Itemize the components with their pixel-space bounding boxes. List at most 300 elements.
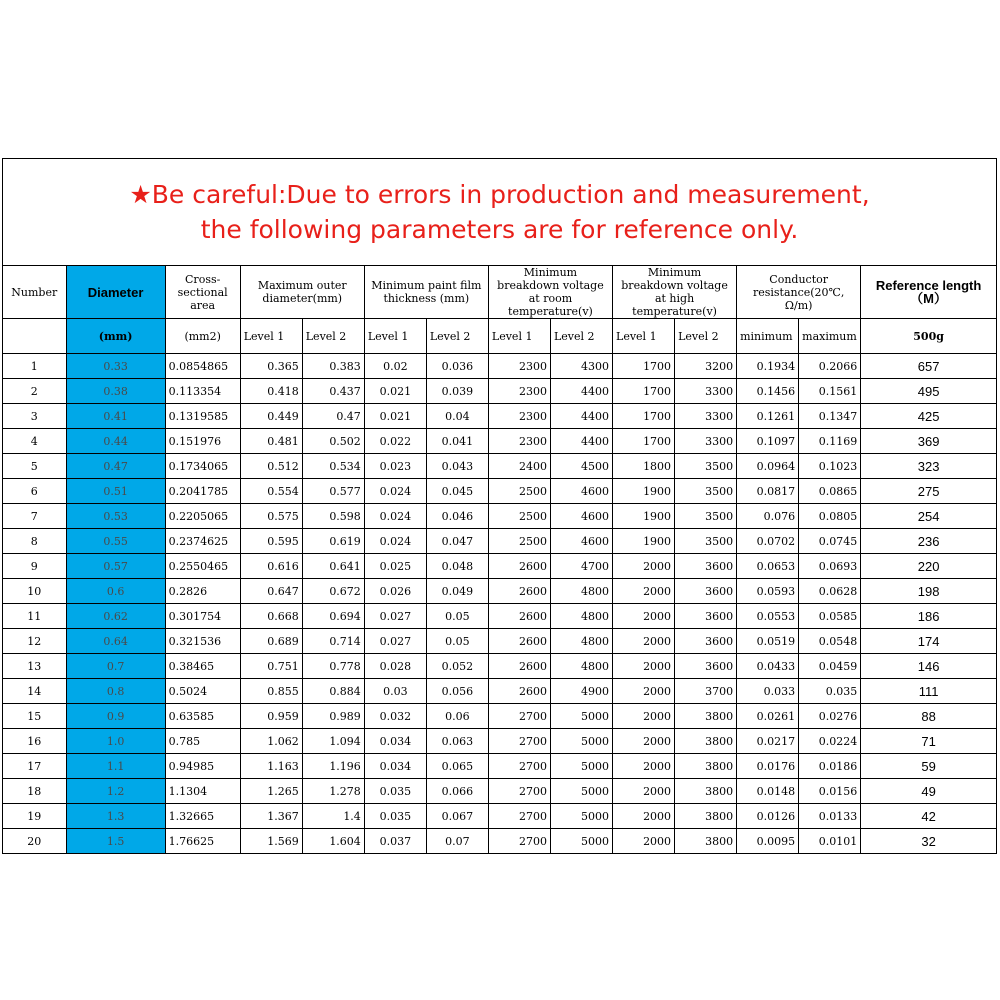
cell-breakdown-high-level2: 3200 [675, 354, 737, 379]
cell-diameter: 0.7 [66, 654, 165, 679]
cell-paint-film-level2: 0.045 [426, 479, 488, 504]
cell-diameter: 0.33 [66, 354, 165, 379]
cell-cross-sectional-area: 0.151976 [165, 429, 240, 454]
cell-resistance-minimum: 0.0702 [737, 529, 799, 554]
header-max-outer-diameter: Maximum outer diameter(mm) [240, 266, 364, 319]
cell-resistance-maximum: 0.0156 [799, 779, 861, 804]
cell-cross-sectional-area: 0.38465 [165, 654, 240, 679]
cell-number: 19 [3, 804, 66, 829]
header-reference-length: Reference length（M） [861, 266, 996, 319]
cell-cross-sectional-area: 0.2826 [165, 579, 240, 604]
cell-diameter: 1.0 [66, 729, 165, 754]
cell-breakdown-room-level2: 4300 [550, 354, 612, 379]
table-row [3, 654, 996, 679]
cell-paint-film-level2: 0.04 [426, 404, 488, 429]
cell-number: 2 [3, 379, 66, 404]
cell-breakdown-high-level2: 3600 [675, 604, 737, 629]
cell-breakdown-high-level2: 3500 [675, 454, 737, 479]
subheader-number-blank [3, 319, 66, 354]
header-row [3, 266, 996, 319]
cell-paint-film-level1: 0.024 [364, 479, 426, 504]
cell-resistance-maximum: 0.1561 [799, 379, 861, 404]
cell-paint-film-level2: 0.06 [426, 704, 488, 729]
cell-resistance-minimum: 0.0964 [737, 454, 799, 479]
cell-paint-film-level1: 0.024 [364, 504, 426, 529]
cell-max-outer-diameter-level1: 1.265 [240, 779, 302, 804]
cell-breakdown-high-level1: 2000 [613, 604, 675, 629]
cell-number: 15 [3, 704, 66, 729]
cell-diameter: 0.44 [66, 429, 165, 454]
cell-reference-length: 198 [861, 579, 996, 604]
cell-reference-length: 146 [861, 654, 996, 679]
cell-resistance-minimum: 0.0593 [737, 579, 799, 604]
table-row [3, 554, 996, 579]
cell-breakdown-high-level2: 3800 [675, 804, 737, 829]
header-min-paint-film: Minimum paint film thickness (mm) [364, 266, 488, 319]
cell-max-outer-diameter-level1: 0.668 [240, 604, 302, 629]
cell-resistance-minimum: 0.1456 [737, 379, 799, 404]
cell-breakdown-high-level2: 3600 [675, 629, 737, 654]
wire-spec-table [3, 266, 996, 853]
cell-breakdown-room-level1: 2600 [488, 579, 550, 604]
cell-diameter: 0.62 [66, 604, 165, 629]
table-row [3, 479, 996, 504]
cell-resistance-minimum: 0.0653 [737, 554, 799, 579]
cell-resistance-maximum: 0.0133 [799, 804, 861, 829]
cell-max-outer-diameter-level2: 0.598 [302, 504, 364, 529]
cell-breakdown-high-level2: 3500 [675, 504, 737, 529]
cell-paint-film-level2: 0.05 [426, 629, 488, 654]
cell-cross-sectional-area: 0.5024 [165, 679, 240, 704]
cell-reference-length: 236 [861, 529, 996, 554]
subheader-area-unit: (mm2) [165, 319, 240, 354]
cell-paint-film-level2: 0.065 [426, 754, 488, 779]
cell-paint-film-level1: 0.021 [364, 404, 426, 429]
cell-breakdown-room-level1: 2600 [488, 554, 550, 579]
cell-breakdown-high-level1: 2000 [613, 679, 675, 704]
cell-breakdown-high-level2: 3300 [675, 429, 737, 454]
subheader-level1: Level 1 [613, 319, 675, 354]
cell-number: 11 [3, 604, 66, 629]
table-row [3, 454, 996, 479]
cell-number: 4 [3, 429, 66, 454]
cell-breakdown-room-level2: 5000 [550, 829, 612, 854]
cell-paint-film-level2: 0.056 [426, 679, 488, 704]
table-row [3, 379, 996, 404]
cell-reference-length: 254 [861, 504, 996, 529]
cell-cross-sectional-area: 0.301754 [165, 604, 240, 629]
cell-max-outer-diameter-level2: 0.534 [302, 454, 364, 479]
cell-max-outer-diameter-level2: 0.672 [302, 579, 364, 604]
cell-paint-film-level2: 0.049 [426, 579, 488, 604]
cell-breakdown-high-level2: 3300 [675, 404, 737, 429]
cell-max-outer-diameter-level2: 0.437 [302, 379, 364, 404]
subheader-level2: Level 2 [302, 319, 364, 354]
cell-breakdown-room-level2: 4400 [550, 404, 612, 429]
cell-paint-film-level1: 0.034 [364, 729, 426, 754]
cell-breakdown-high-level2: 3800 [675, 729, 737, 754]
cell-breakdown-room-level1: 2600 [488, 679, 550, 704]
cell-breakdown-room-level1: 2300 [488, 354, 550, 379]
cell-diameter: 0.55 [66, 529, 165, 554]
cell-resistance-maximum: 0.0865 [799, 479, 861, 504]
cell-max-outer-diameter-level1: 0.689 [240, 629, 302, 654]
cell-resistance-minimum: 0.0176 [737, 754, 799, 779]
cell-resistance-minimum: 0.0433 [737, 654, 799, 679]
table-row [3, 604, 996, 629]
cell-paint-film-level1: 0.032 [364, 704, 426, 729]
cell-number: 20 [3, 829, 66, 854]
cell-resistance-minimum: 0.0126 [737, 804, 799, 829]
cell-max-outer-diameter-level1: 0.418 [240, 379, 302, 404]
cell-breakdown-high-level2: 3800 [675, 704, 737, 729]
cell-paint-film-level2: 0.047 [426, 529, 488, 554]
cell-breakdown-room-level2: 4700 [550, 554, 612, 579]
cell-breakdown-high-level1: 2000 [613, 629, 675, 654]
cell-breakdown-high-level1: 2000 [613, 829, 675, 854]
cell-max-outer-diameter-level2: 0.502 [302, 429, 364, 454]
cell-cross-sectional-area: 0.113354 [165, 379, 240, 404]
cell-cross-sectional-area: 0.0854865 [165, 354, 240, 379]
cell-breakdown-room-level1: 2700 [488, 779, 550, 804]
cell-breakdown-room-level2: 5000 [550, 804, 612, 829]
table-row [3, 529, 996, 554]
subheader-level1: Level 1 [488, 319, 550, 354]
cell-paint-film-level1: 0.027 [364, 629, 426, 654]
cell-reference-length: 425 [861, 404, 996, 429]
cell-diameter: 0.6 [66, 579, 165, 604]
cell-max-outer-diameter-level1: 0.647 [240, 579, 302, 604]
subheader-level1: Level 1 [240, 319, 302, 354]
cell-max-outer-diameter-level2: 0.619 [302, 529, 364, 554]
table-row [3, 429, 996, 454]
cell-max-outer-diameter-level1: 0.554 [240, 479, 302, 504]
subheader-maximum: maximum [799, 319, 861, 354]
cell-max-outer-diameter-level2: 1.604 [302, 829, 364, 854]
cell-paint-film-level1: 0.026 [364, 579, 426, 604]
cell-max-outer-diameter-level1: 1.163 [240, 754, 302, 779]
table-row [3, 354, 996, 379]
cell-max-outer-diameter-level2: 0.47 [302, 404, 364, 429]
table-row [3, 804, 996, 829]
cell-breakdown-high-level2: 3500 [675, 529, 737, 554]
cell-paint-film-level1: 0.035 [364, 779, 426, 804]
cell-breakdown-high-level1: 2000 [613, 654, 675, 679]
cell-diameter: 0.47 [66, 454, 165, 479]
cell-diameter: 1.1 [66, 754, 165, 779]
cell-paint-film-level2: 0.052 [426, 654, 488, 679]
cell-breakdown-high-level2: 3800 [675, 829, 737, 854]
cell-cross-sectional-area: 1.32665 [165, 804, 240, 829]
subheader-level2: Level 2 [550, 319, 612, 354]
cell-resistance-maximum: 0.0805 [799, 504, 861, 529]
cell-max-outer-diameter-level1: 1.367 [240, 804, 302, 829]
cell-breakdown-room-level1: 2300 [488, 404, 550, 429]
cell-reference-length: 369 [861, 429, 996, 454]
cell-diameter: 0.57 [66, 554, 165, 579]
cell-reference-length: 220 [861, 554, 996, 579]
table-row [3, 504, 996, 529]
cell-cross-sectional-area: 0.1319585 [165, 404, 240, 429]
cell-resistance-maximum: 0.0224 [799, 729, 861, 754]
cell-paint-film-level1: 0.023 [364, 454, 426, 479]
cell-paint-film-level1: 0.037 [364, 829, 426, 854]
table-row [3, 754, 996, 779]
cell-number: 14 [3, 679, 66, 704]
cell-breakdown-room-level1: 2600 [488, 654, 550, 679]
cell-reference-length: 657 [861, 354, 996, 379]
subheader-row [3, 319, 996, 354]
cell-cross-sectional-area: 0.94985 [165, 754, 240, 779]
cell-number: 12 [3, 629, 66, 654]
cell-max-outer-diameter-level2: 0.989 [302, 704, 364, 729]
cell-diameter: 1.3 [66, 804, 165, 829]
cell-resistance-maximum: 0.2066 [799, 354, 861, 379]
cell-reference-length: 32 [861, 829, 996, 854]
subheader-length-weight: 500g [861, 319, 996, 354]
cell-paint-film-level2: 0.07 [426, 829, 488, 854]
cell-reference-length: 275 [861, 479, 996, 504]
cell-resistance-minimum: 0.0217 [737, 729, 799, 754]
cell-number: 7 [3, 504, 66, 529]
cell-breakdown-room-level1: 2500 [488, 504, 550, 529]
cell-breakdown-room-level1: 2500 [488, 529, 550, 554]
disclaimer-line-2: the following parameters are for reference only. [200, 215, 799, 244]
cell-max-outer-diameter-level2: 1.196 [302, 754, 364, 779]
cell-paint-film-level1: 0.021 [364, 379, 426, 404]
data-rows [3, 354, 996, 854]
cell-breakdown-room-level2: 4800 [550, 629, 612, 654]
cell-max-outer-diameter-level1: 0.855 [240, 679, 302, 704]
cell-paint-film-level2: 0.05 [426, 604, 488, 629]
cell-diameter: 0.38 [66, 379, 165, 404]
cell-resistance-minimum: 0.0095 [737, 829, 799, 854]
cell-resistance-maximum: 0.0548 [799, 629, 861, 654]
cell-cross-sectional-area: 0.785 [165, 729, 240, 754]
cell-max-outer-diameter-level1: 0.481 [240, 429, 302, 454]
cell-resistance-maximum: 0.0276 [799, 704, 861, 729]
cell-max-outer-diameter-level1: 0.751 [240, 654, 302, 679]
cell-reference-length: 42 [861, 804, 996, 829]
cell-max-outer-diameter-level2: 0.884 [302, 679, 364, 704]
disclaimer-line-1: ★Be careful:Due to errors in production and measurement, [129, 180, 870, 209]
cell-resistance-maximum: 0.0745 [799, 529, 861, 554]
cell-cross-sectional-area: 1.1304 [165, 779, 240, 804]
cell-paint-film-level1: 0.022 [364, 429, 426, 454]
subheader-minimum: minimum [737, 319, 799, 354]
cell-paint-film-level1: 0.025 [364, 554, 426, 579]
disclaimer-notice [3, 159, 996, 266]
cell-max-outer-diameter-level2: 0.694 [302, 604, 364, 629]
cell-breakdown-room-level1: 2700 [488, 704, 550, 729]
cell-breakdown-room-level1: 2600 [488, 604, 550, 629]
cell-number: 16 [3, 729, 66, 754]
cell-resistance-maximum: 0.0693 [799, 554, 861, 579]
cell-number: 6 [3, 479, 66, 504]
cell-breakdown-room-level2: 4600 [550, 479, 612, 504]
cell-max-outer-diameter-level1: 0.595 [240, 529, 302, 554]
cell-max-outer-diameter-level2: 0.778 [302, 654, 364, 679]
cell-paint-film-level1: 0.027 [364, 604, 426, 629]
header-breakdown-room-temp: Minimum breakdown voltage at room temperature(v) [488, 266, 612, 319]
subheader-level1: Level 1 [364, 319, 426, 354]
cell-max-outer-diameter-level1: 0.575 [240, 504, 302, 529]
header-number: Number [3, 266, 66, 319]
parameter-sheet [2, 158, 997, 854]
cell-max-outer-diameter-level1: 0.616 [240, 554, 302, 579]
cell-breakdown-high-level1: 1900 [613, 479, 675, 504]
cell-resistance-maximum: 0.0628 [799, 579, 861, 604]
cell-cross-sectional-area: 0.2205065 [165, 504, 240, 529]
subheader-diameter-unit: (mm) [66, 319, 165, 354]
cell-number: 18 [3, 779, 66, 804]
cell-reference-length: 111 [861, 679, 996, 704]
header-conductor-resistance: Conductor resistance(20℃, Ω/m) [737, 266, 861, 319]
cell-breakdown-high-level1: 1700 [613, 354, 675, 379]
table-row [3, 704, 996, 729]
cell-breakdown-room-level1: 2700 [488, 829, 550, 854]
cell-breakdown-room-level1: 2600 [488, 629, 550, 654]
cell-resistance-minimum: 0.076 [737, 504, 799, 529]
cell-resistance-maximum: 0.035 [799, 679, 861, 704]
cell-resistance-minimum: 0.0519 [737, 629, 799, 654]
cell-number: 10 [3, 579, 66, 604]
cell-number: 1 [3, 354, 66, 379]
subheader-level2: Level 2 [426, 319, 488, 354]
cell-number: 3 [3, 404, 66, 429]
cell-paint-film-level2: 0.046 [426, 504, 488, 529]
header-diameter: Diameter [66, 266, 165, 319]
cell-breakdown-high-level2: 3700 [675, 679, 737, 704]
cell-resistance-minimum: 0.1261 [737, 404, 799, 429]
cell-resistance-maximum: 0.1169 [799, 429, 861, 454]
cell-paint-film-level2: 0.041 [426, 429, 488, 454]
cell-cross-sectional-area: 0.2374625 [165, 529, 240, 554]
cell-max-outer-diameter-level1: 1.062 [240, 729, 302, 754]
cell-resistance-minimum: 0.0148 [737, 779, 799, 804]
cell-resistance-maximum: 0.0101 [799, 829, 861, 854]
cell-resistance-minimum: 0.0553 [737, 604, 799, 629]
cell-reference-length: 49 [861, 779, 996, 804]
cell-breakdown-high-level1: 1800 [613, 454, 675, 479]
cell-number: 17 [3, 754, 66, 779]
cell-reference-length: 59 [861, 754, 996, 779]
cell-breakdown-room-level1: 2700 [488, 729, 550, 754]
cell-reference-length: 186 [861, 604, 996, 629]
cell-paint-film-level1: 0.034 [364, 754, 426, 779]
cell-breakdown-room-level2: 4500 [550, 454, 612, 479]
cell-number: 13 [3, 654, 66, 679]
cell-max-outer-diameter-level1: 0.959 [240, 704, 302, 729]
cell-breakdown-high-level1: 2000 [613, 729, 675, 754]
cell-paint-film-level1: 0.03 [364, 679, 426, 704]
cell-breakdown-high-level1: 1900 [613, 504, 675, 529]
cell-reference-length: 71 [861, 729, 996, 754]
cell-resistance-minimum: 0.0817 [737, 479, 799, 504]
cell-diameter: 0.9 [66, 704, 165, 729]
cell-breakdown-room-level1: 2300 [488, 429, 550, 454]
cell-diameter: 1.5 [66, 829, 165, 854]
cell-paint-film-level2: 0.039 [426, 379, 488, 404]
cell-resistance-maximum: 0.0585 [799, 604, 861, 629]
subheader-level2: Level 2 [675, 319, 737, 354]
cell-breakdown-high-level1: 2000 [613, 579, 675, 604]
cell-breakdown-high-level1: 1700 [613, 379, 675, 404]
cell-paint-film-level2: 0.048 [426, 554, 488, 579]
cell-breakdown-high-level1: 1900 [613, 529, 675, 554]
cell-breakdown-room-level2: 4400 [550, 379, 612, 404]
cell-paint-film-level1: 0.02 [364, 354, 426, 379]
cell-resistance-minimum: 0.033 [737, 679, 799, 704]
cell-reference-length: 88 [861, 704, 996, 729]
cell-resistance-minimum: 0.1097 [737, 429, 799, 454]
cell-diameter: 0.51 [66, 479, 165, 504]
cell-diameter: 0.64 [66, 629, 165, 654]
cell-breakdown-high-level2: 3500 [675, 479, 737, 504]
cell-breakdown-high-level1: 1700 [613, 429, 675, 454]
table-row [3, 729, 996, 754]
cell-diameter: 0.8 [66, 679, 165, 704]
cell-breakdown-high-level1: 2000 [613, 554, 675, 579]
cell-breakdown-room-level2: 4600 [550, 529, 612, 554]
cell-breakdown-high-level2: 3300 [675, 379, 737, 404]
cell-paint-film-level2: 0.067 [426, 804, 488, 829]
cell-max-outer-diameter-level2: 0.577 [302, 479, 364, 504]
cell-cross-sectional-area: 0.63585 [165, 704, 240, 729]
cell-max-outer-diameter-level2: 0.714 [302, 629, 364, 654]
cell-resistance-maximum: 0.0186 [799, 754, 861, 779]
cell-paint-film-level2: 0.036 [426, 354, 488, 379]
table-row [3, 404, 996, 429]
cell-paint-film-level2: 0.066 [426, 779, 488, 804]
cell-breakdown-high-level1: 2000 [613, 779, 675, 804]
cell-number: 5 [3, 454, 66, 479]
cell-max-outer-diameter-level2: 0.383 [302, 354, 364, 379]
cell-reference-length: 323 [861, 454, 996, 479]
cell-breakdown-room-level2: 4800 [550, 604, 612, 629]
cell-max-outer-diameter-level1: 1.569 [240, 829, 302, 854]
cell-number: 9 [3, 554, 66, 579]
cell-reference-length: 495 [861, 379, 996, 404]
cell-max-outer-diameter-level2: 1.094 [302, 729, 364, 754]
cell-breakdown-room-level2: 4400 [550, 429, 612, 454]
table-row [3, 629, 996, 654]
cell-breakdown-room-level1: 2500 [488, 479, 550, 504]
cell-breakdown-room-level2: 4800 [550, 654, 612, 679]
cell-resistance-minimum: 0.1934 [737, 354, 799, 379]
cell-paint-film-level1: 0.028 [364, 654, 426, 679]
cell-breakdown-high-level1: 2000 [613, 804, 675, 829]
cell-resistance-maximum: 0.1023 [799, 454, 861, 479]
cell-breakdown-room-level2: 5000 [550, 704, 612, 729]
cell-breakdown-room-level1: 2700 [488, 754, 550, 779]
cell-breakdown-room-level1: 2400 [488, 454, 550, 479]
cell-max-outer-diameter-level2: 0.641 [302, 554, 364, 579]
cell-diameter: 0.41 [66, 404, 165, 429]
cell-breakdown-high-level2: 3800 [675, 779, 737, 804]
cell-resistance-maximum: 0.1347 [799, 404, 861, 429]
cell-diameter: 1.2 [66, 779, 165, 804]
cell-diameter: 0.53 [66, 504, 165, 529]
cell-resistance-minimum: 0.0261 [737, 704, 799, 729]
table-row [3, 779, 996, 804]
cell-max-outer-diameter-level1: 0.449 [240, 404, 302, 429]
cell-reference-length: 174 [861, 629, 996, 654]
table-row [3, 579, 996, 604]
cell-paint-film-level1: 0.024 [364, 529, 426, 554]
cell-breakdown-high-level1: 2000 [613, 704, 675, 729]
cell-breakdown-room-level1: 2300 [488, 379, 550, 404]
